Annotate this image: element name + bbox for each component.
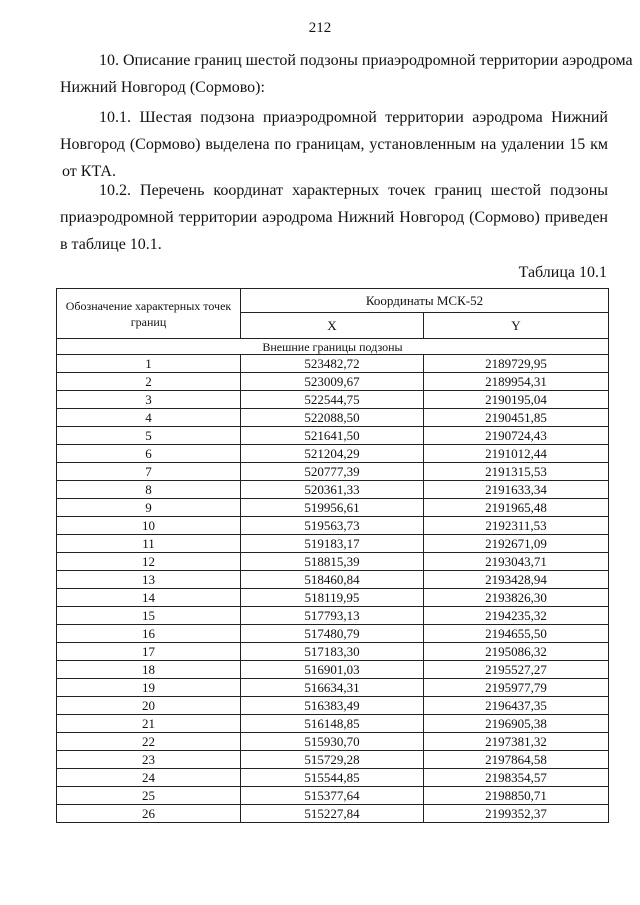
header-y: Y <box>424 313 609 339</box>
point-number-cell: 22 <box>57 733 241 751</box>
point-number-cell: 4 <box>57 409 241 427</box>
paragraph-line: 10.1. Шестая подзона приаэродромной территории аэродрома Нижний <box>99 109 608 126</box>
coord-y-cell: 2193826,30 <box>424 589 609 607</box>
coordinates-table <box>56 288 609 823</box>
table-row <box>57 535 609 553</box>
point-number-cell: 21 <box>57 715 241 733</box>
point-number-cell: 1 <box>57 355 241 373</box>
coord-y-cell: 2193043,71 <box>424 553 609 571</box>
coord-y-cell: 2196437,35 <box>424 697 609 715</box>
paragraph-line: от КТА. <box>62 163 116 180</box>
table-row <box>57 625 609 643</box>
coord-x-cell: 515930,70 <box>241 733 424 751</box>
table-row <box>57 391 609 409</box>
point-number-cell: 24 <box>57 769 241 787</box>
point-number-cell: 18 <box>57 661 241 679</box>
table-row <box>57 355 609 373</box>
paragraph-section-10 <box>60 47 633 101</box>
coord-y-cell: 2194655,50 <box>424 625 609 643</box>
table-row <box>57 589 609 607</box>
table-row <box>57 769 609 787</box>
point-number-cell: 23 <box>57 751 241 769</box>
point-number-cell: 14 <box>57 589 241 607</box>
header-point-designation: Обозначение характерных точек границ <box>57 289 241 339</box>
page-number: 212 <box>308 20 332 36</box>
point-number-cell: 6 <box>57 445 241 463</box>
point-number-cell: 3 <box>57 391 241 409</box>
coord-x-cell: 515544,85 <box>241 769 424 787</box>
coord-x-cell: 516148,85 <box>241 715 424 733</box>
coord-x-cell: 517793,13 <box>241 607 424 625</box>
table-row <box>57 427 609 445</box>
coord-y-cell: 2190195,04 <box>424 391 609 409</box>
table-caption: Таблица 10.1 <box>518 264 607 281</box>
coord-x-cell: 518815,39 <box>241 553 424 571</box>
point-number-cell: 25 <box>57 787 241 805</box>
table-row <box>57 571 609 589</box>
coord-y-cell: 2195977,79 <box>424 679 609 697</box>
point-number-cell: 10 <box>57 517 241 535</box>
coord-y-cell: 2191315,53 <box>424 463 609 481</box>
table-row <box>57 517 609 535</box>
table-row <box>57 679 609 697</box>
point-number-cell: 20 <box>57 697 241 715</box>
coord-y-cell: 2197864,58 <box>424 751 609 769</box>
paragraph-section-10-1 <box>60 104 608 185</box>
coord-x-cell: 521204,29 <box>241 445 424 463</box>
table-row <box>57 661 609 679</box>
point-number-cell: 15 <box>57 607 241 625</box>
table-row <box>57 751 609 769</box>
coord-x-cell: 516634,31 <box>241 679 424 697</box>
point-number-cell: 7 <box>57 463 241 481</box>
point-number-cell: 11 <box>57 535 241 553</box>
point-number-cell: 12 <box>57 553 241 571</box>
coord-x-cell: 520361,33 <box>241 481 424 499</box>
coord-x-cell: 518460,84 <box>241 571 424 589</box>
point-number-cell: 2 <box>57 373 241 391</box>
coord-y-cell: 2191633,34 <box>424 481 609 499</box>
coord-x-cell: 518119,95 <box>241 589 424 607</box>
section-row-outer-boundaries: Внешние границы подзоны <box>57 339 609 355</box>
coord-x-cell: 515377,64 <box>241 787 424 805</box>
coord-x-cell: 519956,61 <box>241 499 424 517</box>
header-x: X <box>241 313 424 339</box>
point-number-cell: 9 <box>57 499 241 517</box>
table-row <box>57 409 609 427</box>
table-row <box>57 805 609 823</box>
coord-x-cell: 522544,75 <box>241 391 424 409</box>
coord-x-cell: 516383,49 <box>241 697 424 715</box>
coord-x-cell: 515729,28 <box>241 751 424 769</box>
coord-y-cell: 2195086,32 <box>424 643 609 661</box>
table-row <box>57 697 609 715</box>
coord-y-cell: 2198354,57 <box>424 769 609 787</box>
table-row <box>57 553 609 571</box>
coord-y-cell: 2189729,95 <box>424 355 609 373</box>
coord-x-cell: 521641,50 <box>241 427 424 445</box>
paragraph-section-10-2 <box>60 177 608 258</box>
coord-y-cell: 2198850,71 <box>424 787 609 805</box>
point-number-cell: 19 <box>57 679 241 697</box>
paragraph-line: 10. Описание границ шестой подзоны приаэродромной территории аэродрома <box>99 52 633 69</box>
coord-x-cell: 516901,03 <box>241 661 424 679</box>
table-row <box>57 373 609 391</box>
coord-y-cell: 2189954,31 <box>424 373 609 391</box>
paragraph-line: Нижний Новгород (Сормово): <box>60 79 265 96</box>
coord-y-cell: 2197381,32 <box>424 733 609 751</box>
coord-y-cell: 2190724,43 <box>424 427 609 445</box>
table-row <box>57 733 609 751</box>
point-number-cell: 26 <box>57 805 241 823</box>
table-row <box>57 715 609 733</box>
coord-x-cell: 517183,30 <box>241 643 424 661</box>
paragraph-line: приаэродромной территории аэродрома Нижний Новгород (Сормово) приведен <box>60 209 608 226</box>
table-row <box>57 481 609 499</box>
point-number-cell: 13 <box>57 571 241 589</box>
coord-x-cell: 519183,17 <box>241 535 424 553</box>
point-number-cell: 5 <box>57 427 241 445</box>
table-row <box>57 499 609 517</box>
table-row <box>57 787 609 805</box>
coord-y-cell: 2190451,85 <box>424 409 609 427</box>
coord-x-cell: 515227,84 <box>241 805 424 823</box>
coord-y-cell: 2196905,38 <box>424 715 609 733</box>
table-row <box>57 463 609 481</box>
point-number-cell: 16 <box>57 625 241 643</box>
coord-y-cell: 2195527,27 <box>424 661 609 679</box>
paragraph-line: Новгород (Сормово) выделена по границам, установленным на удалении 15 км <box>60 136 608 153</box>
coord-y-cell: 2193428,94 <box>424 571 609 589</box>
coord-y-cell: 2192671,09 <box>424 535 609 553</box>
coord-x-cell: 517480,79 <box>241 625 424 643</box>
paragraph-line: в таблице 10.1. <box>60 236 162 253</box>
coord-y-cell: 2191965,48 <box>424 499 609 517</box>
table-row <box>57 445 609 463</box>
paragraph-line: 10.2. Перечень координат характерных точек границ шестой подзоны <box>99 182 608 199</box>
coord-x-cell: 522088,50 <box>241 409 424 427</box>
table-row <box>57 607 609 625</box>
coord-y-cell: 2192311,53 <box>424 517 609 535</box>
coord-y-cell: 2194235,32 <box>424 607 609 625</box>
point-number-cell: 8 <box>57 481 241 499</box>
header-coordinates-msk52: Координаты МСК-52 <box>241 289 609 313</box>
coord-x-cell: 523009,67 <box>241 373 424 391</box>
coord-x-cell: 519563,73 <box>241 517 424 535</box>
coord-x-cell: 523482,72 <box>241 355 424 373</box>
coord-y-cell: 2191012,44 <box>424 445 609 463</box>
table-row <box>57 643 609 661</box>
point-number-cell: 17 <box>57 643 241 661</box>
coord-y-cell: 2199352,37 <box>424 805 609 823</box>
coord-x-cell: 520777,39 <box>241 463 424 481</box>
